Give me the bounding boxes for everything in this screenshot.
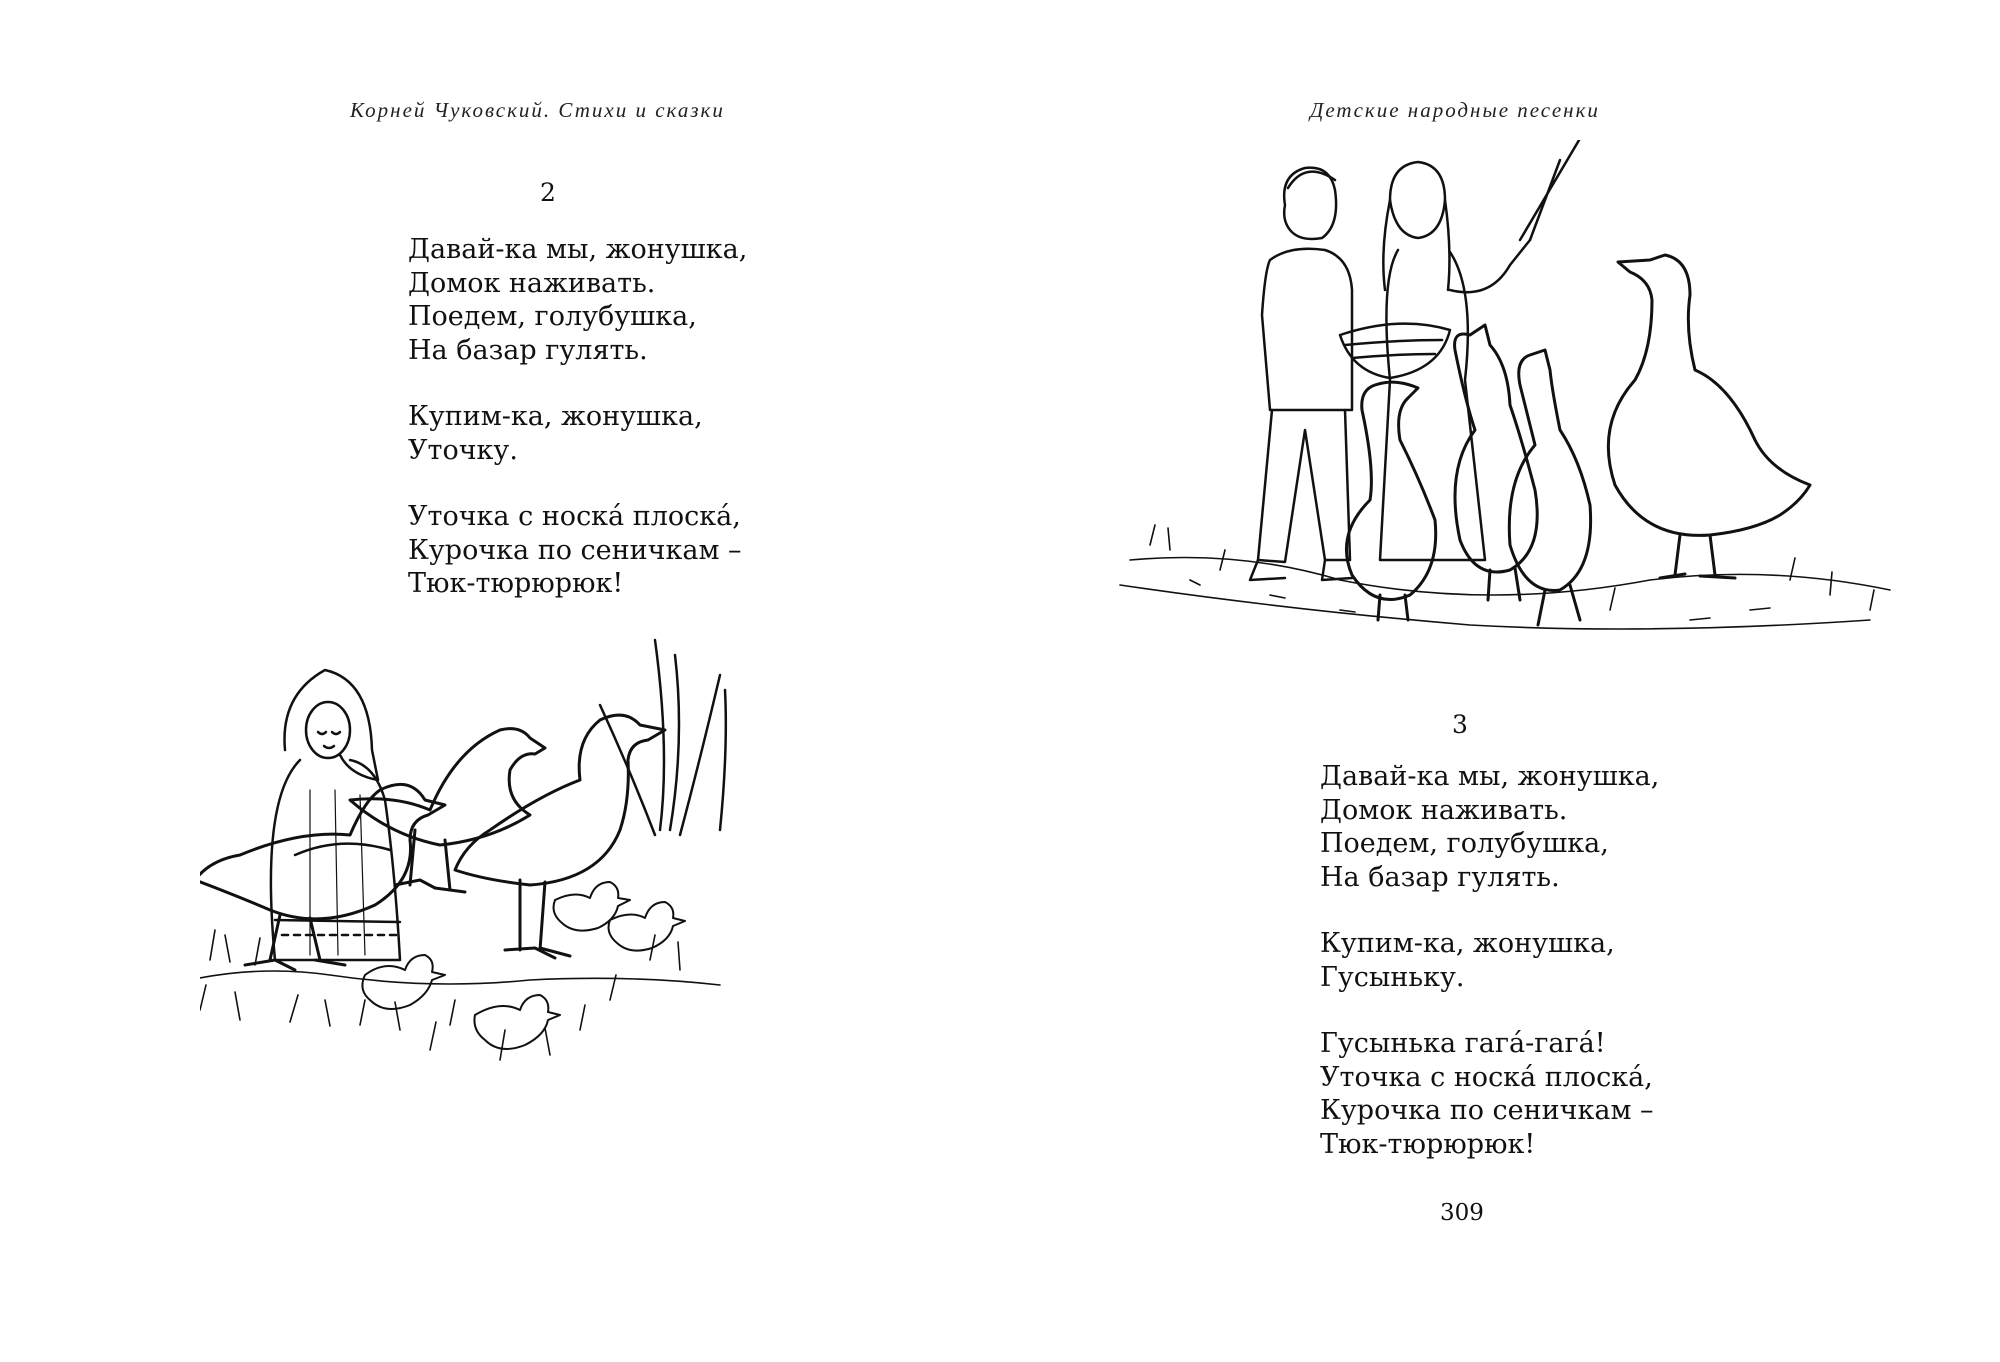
- basket: [1340, 324, 1450, 378]
- poem-line: Купим-ка, жонушка,: [408, 401, 703, 432]
- right-stanza-1: [1320, 760, 1659, 894]
- poem-line: Давай-ка мы, жонушка,: [1320, 761, 1660, 792]
- left-poem: [408, 233, 747, 634]
- goose-right: [1608, 255, 1810, 578]
- poem-line: Тюк-тюрюрюк!: [408, 568, 624, 599]
- poem-line: Тюк-тюрюрюк!: [1320, 1128, 1536, 1160]
- right-page: [1000, 0, 2000, 1362]
- ground: [1120, 525, 1890, 629]
- girl-figure: [1380, 140, 1585, 560]
- page-number: 309: [1440, 1200, 1484, 1226]
- right-stanza-3: [1320, 1027, 1659, 1161]
- poem-line: Гусынька гага́-гага́!: [1320, 1028, 1606, 1059]
- right-poem-number: 3: [1452, 710, 1468, 739]
- poem-line: Домок наживать.: [408, 267, 656, 299]
- ducklings: [362, 882, 685, 1049]
- boy-figure: [1250, 168, 1352, 580]
- poem-line: На базар гулять.: [408, 334, 648, 366]
- poem-line: Поедем, голубушка,: [1320, 828, 1609, 859]
- left-stanza-1: [408, 233, 747, 367]
- girl-with-ducks-drawing: [200, 630, 880, 1150]
- left-stanza-3: [408, 500, 747, 601]
- poem-line: На базар гулять.: [1320, 861, 1560, 893]
- poem-line: Домок наживать.: [1320, 794, 1568, 826]
- right-running-head: Детские народные песенки: [1310, 98, 1600, 122]
- poem-line: Уточка с носка́ плоска́,: [408, 501, 741, 532]
- duck-left: [200, 784, 445, 970]
- duck-back: [350, 729, 545, 892]
- right-stanza-2: [1320, 927, 1659, 994]
- poem-line: Давай-ка мы, жонушка,: [408, 234, 748, 265]
- poem-line: Уточку.: [408, 434, 518, 466]
- poem-line: Уточка с носка́ плоска́,: [1320, 1061, 1653, 1093]
- poem-line: Курочка по сеничкам –: [408, 534, 742, 566]
- goose-center-right: [1509, 350, 1590, 625]
- children-with-geese-drawing: [1090, 140, 1900, 710]
- poem-line: Поедем, голубушка,: [408, 301, 697, 332]
- poem-line: Купим-ка, жонушка,: [1320, 928, 1615, 959]
- right-poem: [1320, 760, 1659, 1194]
- poem-line: Гусыньку.: [1320, 961, 1465, 993]
- poem-line: Курочка по сеничкам –: [1320, 1095, 1654, 1126]
- left-poem-number: 2: [540, 178, 556, 207]
- girl-with-ducks-illustration: [200, 630, 880, 1150]
- left-running-head: Корней Чуковский. Стихи и сказки: [350, 98, 725, 122]
- left-stanza-2: [408, 400, 747, 467]
- reeds: [600, 640, 726, 835]
- children-with-geese-illustration: [1090, 140, 1900, 710]
